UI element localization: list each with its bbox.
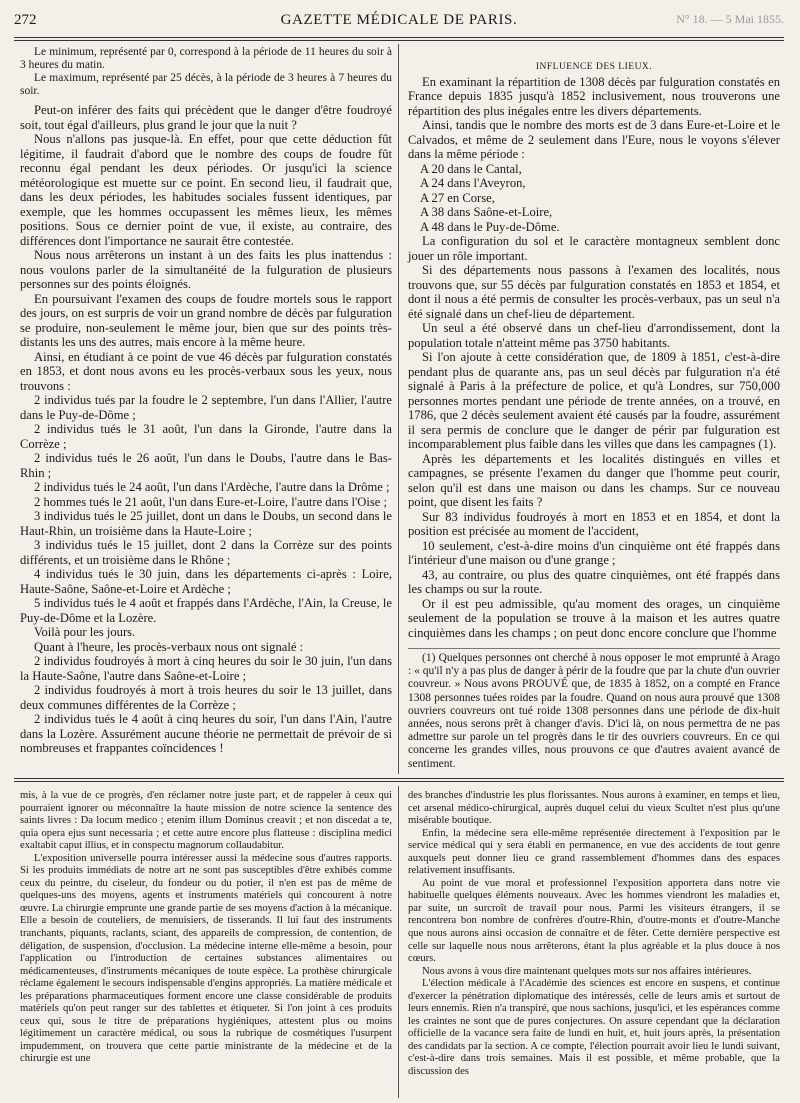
left-column [20,46,392,756]
list-item: 4 individus tués le 30 juin, dans les départements ci-après : Loire, Haute-Saône, Saône-et-Loire et Ardèche ; [20,567,392,596]
paragraph: Ainsi, tandis que le nombre des morts est de 3 dans Eure-et-Loire et le Calvados, et même de 2 seulement dans l'Eure, nous le voyons s'élever dans la même période : [408,118,780,161]
page-number: 272 [14,12,37,28]
issue-info: N° 18. — 5 Mai 1855. [676,12,784,26]
list-item: 2 individus tués par la foudre le 2 septembre, l'un dans l'Allier, l'autre dans le Puy-de-Dôme ; [20,393,392,422]
list-item: 3 individus tués le 15 juillet, dont 2 dans la Corrèze sur des points différents, et un troisième dans le Rhône ; [20,538,392,567]
paragraph: 10 seulement, c'est-à-dire moins d'un cinquième ont été frappés dans l'intérieur d'une maison ou d'une grange ; [408,538,780,567]
journal-title: GAZETTE MÉDICALE DE PARIS. [280,12,518,28]
paragraph: Nous n'allons pas jusque-là. En effet, pour que cette déduction fût légitime, il faudrait d'abord que le nombre des coups de foudre fût reconnu égal pendant les deux périodes. Or jusqu'ici la science météorologique est muette sur ce point. En second lieu, il faudrait que, dans les deux périodes, les habitudes sociales fussent identiques, par exemple, que les hommes occupassent les mêmes lieux, les mêmes positions. Sous ce dernier point de vue, il existe, au contraire, des différences dont l'importance ne saurait être contestée. [20,132,392,248]
column-divider-bottom [398,786,399,1098]
paragraph: Après les départements et les localités distingués en villes et campagnes, se présente l'examen du danger que l'homme peut courir, selon qu'il est dans une maison ou dans les champs. Sur ce nouveau point, que disent les faits ? [408,451,780,509]
section-title: INFLUENCE DES LIEUX. [535,62,653,72]
list-item: A 27 en Corse, [420,190,495,205]
list-item: A 48 dans le Puy-de-Dôme. [420,219,560,234]
paragraph: Nous nous arrêterons un instant à un des faits les plus inattendus : nous voulons parler de la simultanéité de la fulguration de plusieurs personnes sur des points éloignés. [20,248,392,291]
section-separator-double [14,781,784,782]
paragraph: Ainsi, en étudiant à ce point de vue 46 décès par fulguration constatés en 1853, et dont nous avons eu les procès-verbaux sous les yeux, nous trouvons : [20,349,392,393]
header-rule-double [14,40,784,41]
paragraph: L'élection médicale à l'Académie des sciences est encore en suspens, et continue d'exercer la pénétration diplomatique des intéressés, celle de leurs amis et surtout de leurs ennemis. Rien n'a transpiré, que nous sachions, jusqu'ici, et les espérances comme les craintes ne sont que de pures conjectures. On assure cependant que la déclaration officielle de la vacance sera faite de lundi en huit, et, huit jours après, la présentation des candidats par la section. A ce compte, l'élection pourrait avoir lieu le lundi suivant, c'est-à-dire dans trois semaines. Mais il est possible, et même probable, que la discussion des [408,978,780,1078]
footnote-rule [408,648,780,649]
paragraph: Si des départements nous passons à l'examen des localités, nous trouvons que, sur 55 décès par fulguration constatés en 1853 et 1854, et dont il nous a été permis de consulter les procès-verbaux, pas un seul n'a été signalé dans un chef-lieu de département. [408,263,780,321]
column-divider-top [398,44,399,774]
paragraph: Au point de vue moral et professionnel l'exposition apportera dans notre vie habituelle quelques éléments nouveaux. Avec les hommes viendront les maladies et, par suite, un surcroît de travail pour nous. Parmi les visiteurs étrangers, il se rencontrera bon nombre de confrères d'outre-Rhin, d'outre-monts et d'outre-Manche que nous aurons ainsi occasion de connaître et de fêter. Cette dernière perspective est celle sur laquelle nous nous arrêterons, étant la plus agréable et la plus douce à nos cœurs. [408,877,780,965]
right-column [408,60,780,640]
list-item: A 38 dans Saône-et-Loire, [420,205,553,219]
paragraph: La configuration du sol et le caractère montagneux semblent donc jouer un rôle important. [408,234,780,263]
paragraph: En examinant la répartition de 1308 décès par fulguration constatés en France depuis 1835 jusqu'à 1852 inclusivement, nous trouverons une répartition des plus inégales entre les divers départements. [408,74,780,118]
note: Le maximum, représenté par 25 décès, à la période de 3 heures à 7 heures du soir. [20,72,392,97]
bottom-right-column [408,790,780,1079]
paragraph: Nous avons à vous dire maintenant quelques mots sur nos affaires intérieures. [422,965,752,977]
footnote-text: (1) Quelques personnes ont cherché à nous opposer le mot emprunté à Arago : « qu'il n'y a pas plus de danger à périr de la foudre que par la chute d'un ouvrier couvreur. » Nous avons PROUVÉ que, de 1835 à 1852, on a compté en France 1308 personnes tuées roides par la foudre. Quand on nous aura prouvé que 1308 ouvriers couvreurs ont tué roide 1308 personnes dans une période de dix-huit années, nous serons prêt à changer d'avis. D'ici là, on nous permettra de ne pas admettre sur parole un tel progrès dans le tir des ouvriers couvreurs. En ce qui concerne les grandes villes, nous prouvons ce que d'autres avaient avancé de sentiment. [408,652,780,770]
paragraph: Peut-on inférer des faits qui précèdent que le danger d'être foudroyé soit, tout égal d'ailleurs, plus grand le jour que la nuit ? [20,103,392,132]
list-item: 2 hommes tués le 21 août, l'un dans Eure-et-Loire, l'autre dans l'Oise ; [34,494,388,509]
paragraph: En poursuivant l'examen des coups de foudre mortels sous le rapport des jours, on est surpris de voir un grand nombre de décès par fulguration se produire, non-seulement le même jour, bien que sur des points très-distants les uns des autres, mais encore à la même heure. [20,291,392,349]
paragraph: L'exposition universelle pourra intéresser aussi la médecine sous d'autres rapports. Si les produits immédiats de notre art ne sont pas susceptibles d'être exhibés comme ceux du peintre, du ciseleur, du fondeur ou du potier, il n'en est pas de même de quelques-uns des moyens, agents et instruments matériels qui concourent à notre œuvre. La chirurgie emprunte une grande partie de ses moyens d'action à la mécanique. Elle a besoin de couteliers, de menuisiers, de tisserands. Il lui faut des instruments tranchants, piquants, raclants, sciant, des appareils de compression, de contention, de déligation, de suspension, d'occlusion. La médecine interne elle-même a besoin, pour l'application ou l'introduction de certaines substances alimentaires ou médicamenteuses, d'instruments mécaniques de toute espèce. La prothèse chirurgicale réclame également le secours indispensable d'engins appropriés. La matière médicale et les préparations pharmaceutiques forment encore une classe considérable de produits matériels qu'on peut ranger sur des tablettes et étiqueter. Si l'on joint à ces produits ceux qui, sous le titre de préparations hygiéniques, attestent plus ou moins légitimement un caractère médical, ou sous la rubrique de cosmétiques l'usurpent impudemment, on trouvera que cette partie ministrante de la médecine et de la chirurgie est une [20,852,392,1065]
list-item: Quant à l'heure, les procès-verbaux nous ont signalé : [34,639,304,654]
paragraph: Enfin, la médecine sera elle-même représentée directement à l'exposition par le service médical qui y sera établi en permanence, en vue des accidents de tout genre auxquels peut donner lieu ce grand rassemblement d'hommes dans des espaces relativement insuffisants. [408,827,780,877]
paragraph: Or il est peu admissible, qu'au moment des orages, un cinquième seulement de la population se trouve à la maison et les autres quatre cinquièmes dans les champs ; on peut donc encore conclure que l'homme [408,596,780,640]
list-item: Voilà pour les jours. [34,625,136,639]
list-item: 5 individus tués le 4 août et frappés dans l'Ardèche, l'Ain, la Creuse, le Puy-de-Dôme et la Lozère. [20,596,392,625]
list-item: 2 individus tués le 24 août, l'un dans l'Ardèche, l'autre dans la Drôme ; [34,480,390,494]
note: Le minimum, représenté par 0, correspond à la période de 11 heures du soir à 3 heures du matin. [20,46,392,71]
paragraph: Sur 83 individus foudroyés à mort en 1853 et en 1854, et dont la position est précisée au moment de l'accident, [408,509,780,538]
header-rule [14,37,784,38]
list-item: 2 individus tués le 26 août, l'un dans le Doubs, l'autre dans le Bas-Rhin ; [20,451,392,480]
list-item: A 20 dans le Cantal, [420,161,522,176]
footnote [408,652,780,771]
list-item: 2 individus tués le 4 août à cinq heures du soir, l'un dans l'Ain, l'autre dans la Lozère. Assurément aucune théorie ne permettait de prévoir de si nombreuses et frappantes coïncidences ! [20,712,392,755]
paragraph: des branches d'industrie les plus florissantes. Nous aurons à examiner, en temps et lieu, cet arsenal médico-chirurgical, auprès duquel celui du vieux Scultet n'est plus qu'une misérable boutique. [408,790,780,827]
list-item: 2 individus tués le 31 août, l'un dans la Gironde, l'autre dans la Corrèze ; [20,422,392,451]
page-header [14,12,784,34]
list-item: 3 individus tués le 25 juillet, dont un dans le Doubs, un second dans le Haut-Rhin, un troisième dans la Haute-Loire ; [20,509,392,538]
paragraph: Un seul a été observé dans un chef-lieu d'arrondissement, dont la population totale n'atteint même pas 3750 habitants. [408,321,780,350]
bottom-left-column [20,790,392,1066]
list-item: 2 individus foudroyés à mort à cinq heures du soir le 30 juin, l'un dans la Haute-Saône, l'autre dans Saône-et-Loire ; [20,654,392,683]
paragraph: Si l'on ajoute à cette considération que, de 1809 à 1851, c'est-à-dire pendant plus de quarante ans, pas un seul décès par fulguration n'a été signalé à Paris à la préfecture de police, et qu'à Londres, sur 750,000 personnes mortes pendant une période de trente années, on a trouvé, en 1786, que 2 décès seulement avaient été causés par la foudre, assurément il sera permis de conclure que le danger de périr par fulguration est incomparablement plus faible dans les villes que dans les campagnes (1). [408,350,780,451]
section-separator [14,778,784,779]
paragraph: 43, au contraire, ou plus des quatre cinquièmes, ont été frappés dans les champs ou sur la route. [408,567,780,596]
list-item: A 24 dans l'Aveyron, [420,176,526,190]
paragraph: mis, à la vue de ce progrès, d'en réclamer notre juste part, et de rappeler à ceux qui pourraient ignorer ou méconnaître la haute mission de notre science la sentence des saints livres : Da locum medico ; etenim illum Dominus creavit ; et non discedat a te, quia opera ejus sunt necessaria ; et cette autre encore plus flatteuse : disciplina medici exaltabit caput illius, et in conspectu magnorum collaudabitur. [20,790,392,852]
list-item: 2 individus foudroyés à mort à trois heures du soir le 13 juillet, dans deux communes différentes de la Corrèze ; [20,683,392,712]
